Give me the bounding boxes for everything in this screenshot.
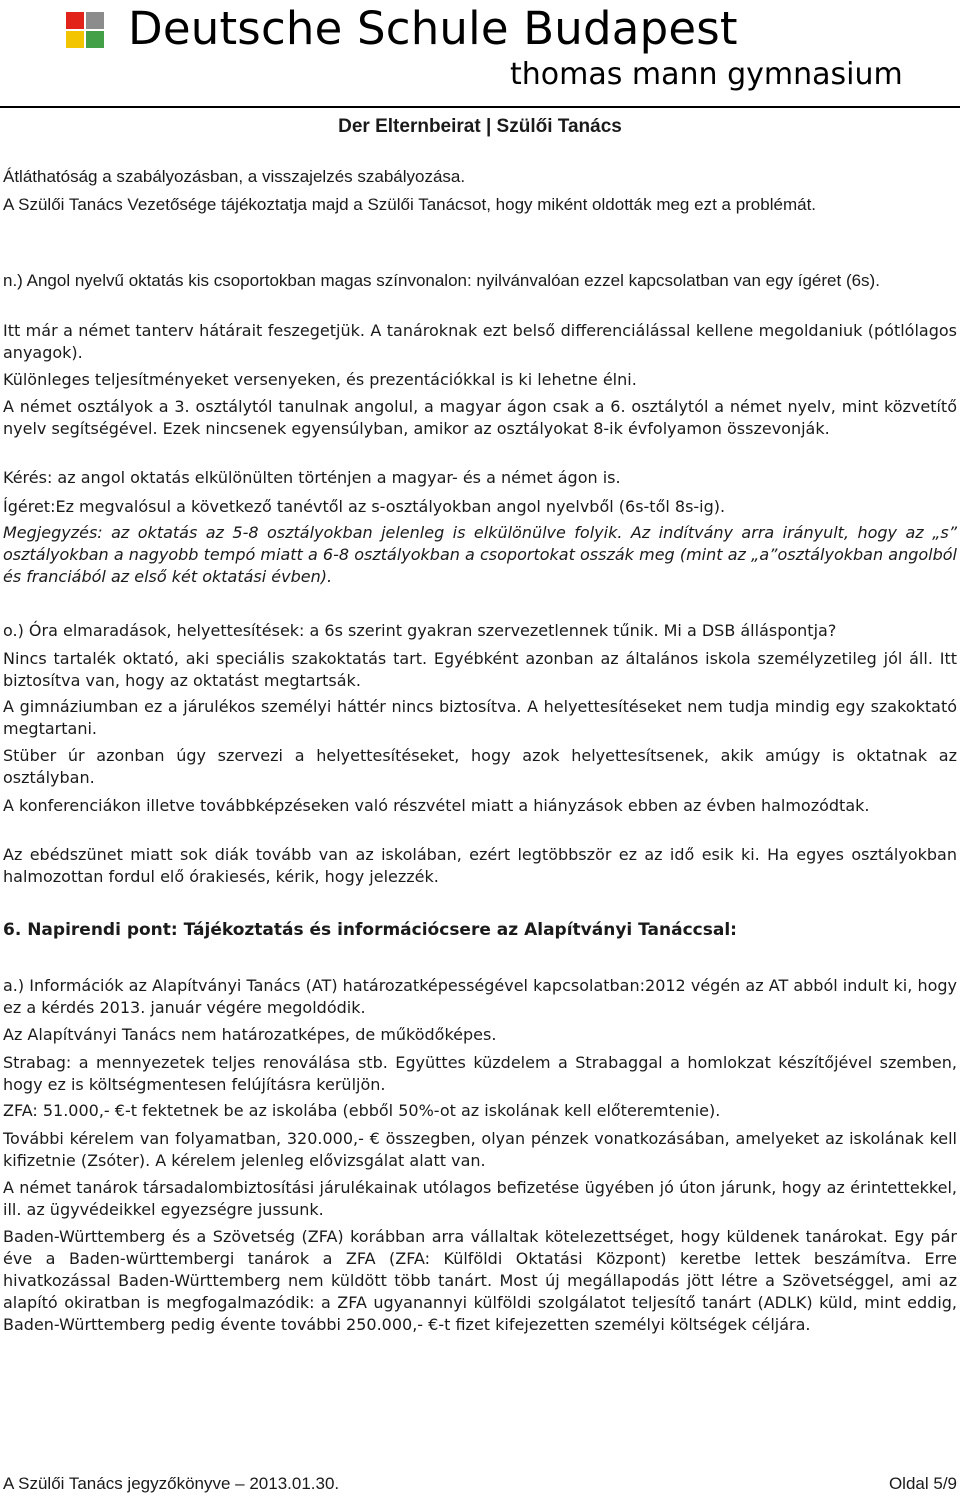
paragraph: Stüber úr azonban úgy szervezi a helyettesítéseket, hogy azok helyettesítsenek, akik amúgy is oktatnak az osztályban.	[3, 746, 957, 787]
section-heading: 6. Napirendi pont: Tájékoztatás és információcsere az Alapítványi Tanáccsal:	[3, 920, 737, 940]
paragraph: Nincs tartalék oktató, aki speciális szakoktatás tart. Egyébként azonban az általános iskola személyzetileg jól áll. Itt biztosítva van, hogy az oktatást megtartsák.	[3, 649, 957, 690]
paragraph: Különleges teljesítményeket versenyeken, és prezentációkkal is ki lehetne élni.	[3, 370, 637, 389]
paragraph: A német tanárok társadalombiztosítási járulékainak utólagos befizetése ügyében jó úton járunk, hogy az érintettekkel, ill. az ügyvédeikkel egyezségre jussunk.	[3, 1178, 957, 1219]
paragraph: Itt már a német tanterv hátárait feszegetjük. A tanároknak ezt belső differenciálással kellene megoldaniuk (pótlólagos anyagok).	[3, 321, 957, 362]
paragraph: a.) Információk az Alapítványi Tanács (AT) határozatképességével kapcsolatban:2012 végén az AT abból indult ki, hogy ez a kérdés 2013. január végére megoldódik.	[3, 976, 957, 1017]
paragraph: ZFA: 51.000,- €-t fektetnek be az iskolába (ebből 50%-ot az iskolának kell előteremtenie).	[3, 1101, 721, 1120]
paragraph: Az ebédszünet miatt sok diák tovább van az iskolában, ezért legtöbbször ez az idő esik ki. Ha egyes osztályokban halmozottan fordul elő órakiesés, kérik, hogy jelezzék.	[3, 845, 957, 886]
paragraph: A német osztályok a 3. osztálytól tanulnak angolul, a magyar ágon csak a 6. osztálytól a német nyelv, mint közvetítő nyelv segítségével. Ezek nincsenek egyensúlyban, amikor az osztályokat 8-ik évfolyamon összevonják.	[3, 397, 957, 438]
logo-square-gray	[86, 12, 104, 29]
school-name: Deutsche Schule Budapest	[128, 2, 738, 55]
page-number: Oldal 5/9	[888, 1474, 957, 1493]
paragraph: A gimnáziumban ez a járulékos személyi háttér nincs biztosítva. A helyettesítéseket nem tudja mindig egy szakoktató megtartani.	[3, 697, 957, 738]
logo-square-yellow	[66, 31, 84, 48]
header-divider	[0, 106, 960, 108]
logo-square-green	[86, 31, 104, 48]
paragraph: A Szülői Tanács Vezetősége tájékoztatja majd a Szülői Tanácsot, hogy miként oldották meg ezt a problémát.	[3, 195, 817, 214]
note-paragraph: Megjegyzés: az oktatás az 5-8 osztályokban jelenleg is elkülönülve folyik. Az indítvány arra irányult, hogy az „s” osztályokban a nagyobb tempó miatt a 6-8 osztályokban a csoportokat osszák meg (mint az „a”osztályokban angolból és franciából az első két oktatási évben).	[3, 523, 957, 586]
paragraph: További kérelem van folyamatban, 320.000,- € összegben, olyan pénzek vonatkozásában, amelyeket az iskolának kell kifizetnie (Zsóter). A kérelem jelenleg elővizsgálat alatt van.	[3, 1129, 957, 1170]
footer-doc-title: A Szülői Tanács jegyzőkönyve – 2013.01.30.	[3, 1474, 340, 1493]
logo-mark	[66, 12, 104, 48]
document-title: Der Elternbeirat | Szülői Tanács	[338, 116, 622, 137]
school-subtitle: thomas mann gymnasium	[510, 57, 903, 92]
paragraph: Strabag: a mennyezetek teljes renoválása stb. Együttes küzdelem a Strabaggal a homlokzat készítőjével szemben, hogy ez is költségmentesen felújításra kerüljön.	[3, 1053, 957, 1094]
paragraph: Az Alapítványi Tanács nem határozatképes, de működőképes.	[3, 1025, 497, 1044]
paragraph: Kérés: az angol oktatás elkülönülten történjen a magyar- és a német ágon is.	[3, 468, 621, 487]
paragraph: Baden-Württemberg és a Szövetség (ZFA) korábban arra vállaltak kötelezettséget, hogy küldenek tanárokat. Egy pár éve a Baden-württembergi tanárok a ZFA (ZFA: Külföldi Oktatási Központ) keretbe lettek beszámítva. Erre hivatkozással Baden-Württemberg nem küldött több tanárt. Most új megállapodás jött létre a Szövetséggel, ami az alapító okiratban is megfogalmazódik: a ZFA ugyanannyi külföldi szolgálatot teljesítő tanárt (ADLK) küld, mint eddig, Baden-Württemberg pedig évente további 250.000,- €-t fizet kifejezetten személyi költségek céljára.	[3, 1227, 957, 1334]
paragraph: Ígéret:Ez megvalósul a következő tanévtől az s-osztályokban angol nyelvből (6s-től 8s-ig).	[3, 497, 726, 516]
paragraph: A konferenciákon illetve továbbképzéseken való részvétel miatt a hiányzások ebben az évben halmozódtak.	[3, 796, 870, 815]
paragraph: n.) Angol nyelvű oktatás kis csoportokban magas színvonalon: nyilvánvalóan ezzel kapcsolatban van egy ígéret (6s).	[3, 271, 880, 290]
logo-square-red	[66, 12, 84, 29]
paragraph: o.) Óra elmaradások, helyettesítések: a 6s szerint gyakran szervezetlennek tűnik. Mi a DSB álláspontja?	[3, 621, 837, 640]
paragraph: Átláthatóság a szabályozásban, a visszajelzés szabályozása.	[3, 167, 466, 186]
